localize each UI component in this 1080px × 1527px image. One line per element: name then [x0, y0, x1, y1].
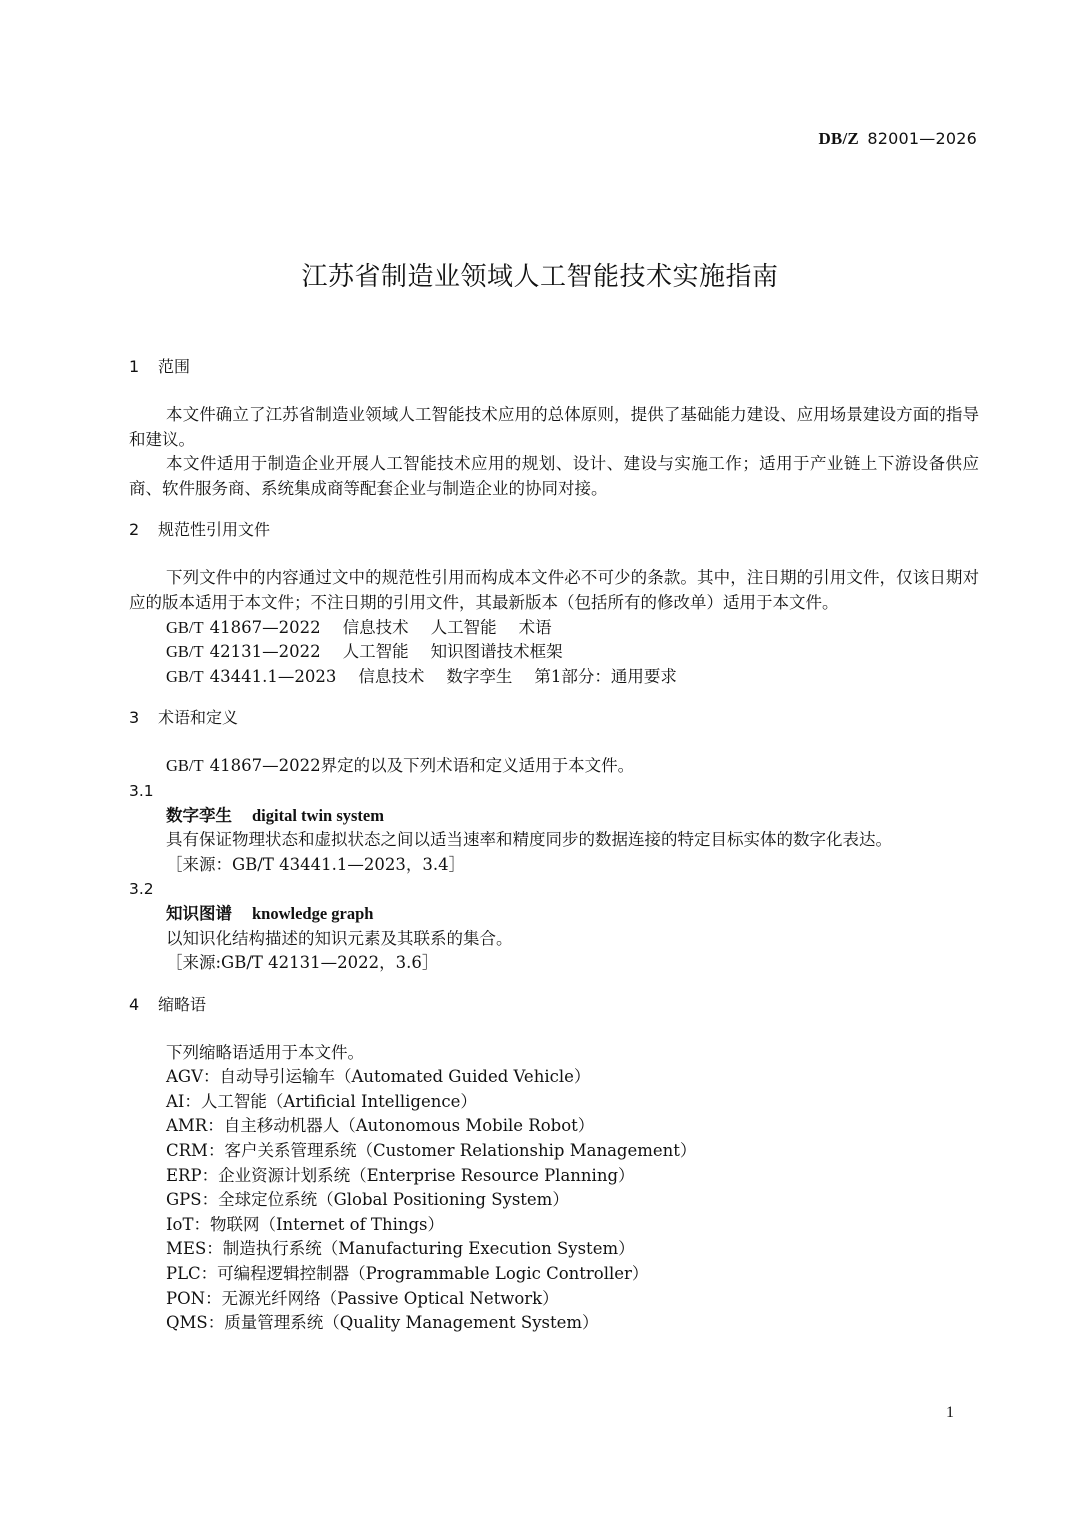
- ref-title-part: 人工智能: [430, 617, 497, 637]
- term-source: ［来源：GB/T 43441.1—2023，3.4］: [166, 854, 466, 874]
- list-item: PON：无源光纤网络（Passive Optical Network）: [166, 1288, 559, 1308]
- ref-title-part: 术语: [518, 617, 552, 637]
- reference-item: [129, 616, 979, 641]
- section-number: 1: [129, 357, 140, 376]
- doc-code: DB/Z: [818, 129, 859, 148]
- ref-code: GB/T: [166, 756, 204, 776]
- section-title: 术语和定义: [158, 708, 239, 728]
- ref-code: GB/T: [166, 642, 204, 662]
- intro-text: 41867—2022界定的以及下列术语和定义适用于本文件。: [209, 756, 635, 776]
- ref-title-part: 数字孪生: [446, 666, 513, 686]
- paragraph: 本文件适用于制造企业开展人工智能技术应用的规划、设计、建设与实施工作；适用于产业链上下游设备供应商、软件服务商、系统集成商等配套企业与制造企业的协同对接。: [129, 454, 979, 498]
- ref-number: 42131—2022: [209, 642, 321, 662]
- section-heading-normative-references: [129, 517, 979, 542]
- doc-number: 82001—2026: [867, 129, 977, 148]
- list-item: IoT：物联网（Internet of Things）: [166, 1214, 445, 1234]
- ref-code: GB/T: [166, 666, 204, 686]
- list-item: CRM：客户关系管理系统（Customer Relationship Management）: [166, 1141, 697, 1161]
- section-title: 范围: [158, 357, 191, 376]
- ref-title-part: 信息技术: [342, 617, 409, 637]
- page-number: 1: [946, 1404, 954, 1421]
- list-item: PLC：可编程逻辑控制器（Programmable Logic Controller）: [166, 1264, 649, 1284]
- section-number: 4: [129, 994, 140, 1014]
- term-title: [129, 804, 979, 829]
- term-title: [129, 902, 979, 927]
- section-title: 缩略语: [158, 994, 207, 1014]
- ref-code: GB/T: [166, 617, 204, 637]
- list-item: GPS：全球定位系统（Global Positioning System）: [166, 1190, 569, 1210]
- paragraph: 下列缩略语适用于本文件。: [166, 1042, 364, 1062]
- document-title: 江苏省制造业领域人工智能技术实施指南: [301, 262, 779, 292]
- reference-item: [129, 640, 979, 665]
- term-zh: 知识图谱: [166, 903, 232, 923]
- ref-number: 41867—2022: [209, 617, 321, 637]
- list-item: ERP：企业资源计划系统（Enterprise Resource Planning）: [166, 1165, 635, 1185]
- paragraph: 本文件确立了江苏省制造业领域人工智能技术应用的总体原则，提供了基础能力建设、应用场景建设方面的指导和建议。: [129, 405, 979, 449]
- ref-title-part: 人工智能: [342, 642, 409, 662]
- term-en: digital twin system: [252, 805, 384, 825]
- term-definition: 具有保证物理状态和虚拟状态之间以适当速率和精度同步的数据连接的特定目标实体的数字化表达。: [166, 830, 892, 850]
- paragraph: 下列文件中的内容通过文中的规范性引用而构成本文件必不可少的条款。其中，注日期的引用文件，仅该日期对应的版本适用于本文件；不注日期的引用文件，其最新版本（包括所有的修改单）适用于本文件。: [129, 568, 979, 612]
- ref-title-part: 第1部分：通用要求: [534, 666, 677, 686]
- term-definition: 以知识化结构描述的知识元素及其联系的集合。: [166, 928, 513, 948]
- term-number: 3.2: [129, 880, 154, 899]
- section-number: 2: [129, 520, 140, 540]
- section-title: 规范性引用文件: [158, 520, 271, 540]
- list-item: AMR：自主移动机器人（Autonomous Mobile Robot）: [166, 1116, 595, 1136]
- section-heading-abbreviations: [129, 992, 979, 1017]
- reference-item: [129, 665, 979, 690]
- ref-title-part: 信息技术: [358, 666, 425, 686]
- term-number: 3.1: [129, 781, 154, 800]
- section-heading-scope: [129, 354, 979, 379]
- ref-number: 43441.1—2023: [209, 666, 337, 686]
- abbreviation-list: [129, 1065, 979, 1336]
- term-zh: 数字孪生: [166, 805, 232, 825]
- paragraph: [129, 754, 979, 779]
- document-body: [129, 354, 979, 1336]
- section-number: 3: [129, 708, 140, 728]
- ref-title-part: 知识图谱技术框架: [430, 642, 563, 662]
- term-en: knowledge graph: [252, 903, 374, 923]
- list-item: MES：制造执行系统（Manufacturing Execution System）: [166, 1239, 635, 1259]
- section-heading-terms: [129, 705, 979, 730]
- list-item: QMS：质量管理系统（Quality Management System）: [166, 1313, 599, 1333]
- list-item: AI：人工智能（Artificial Intelligence）: [166, 1091, 477, 1111]
- list-item: AGV：自动导引运输车（Automated Guided Vehicle）: [166, 1067, 591, 1087]
- term-source: ［来源:GB/T 42131—2022，3.6］: [166, 953, 439, 973]
- document-identifier: [818, 129, 977, 149]
